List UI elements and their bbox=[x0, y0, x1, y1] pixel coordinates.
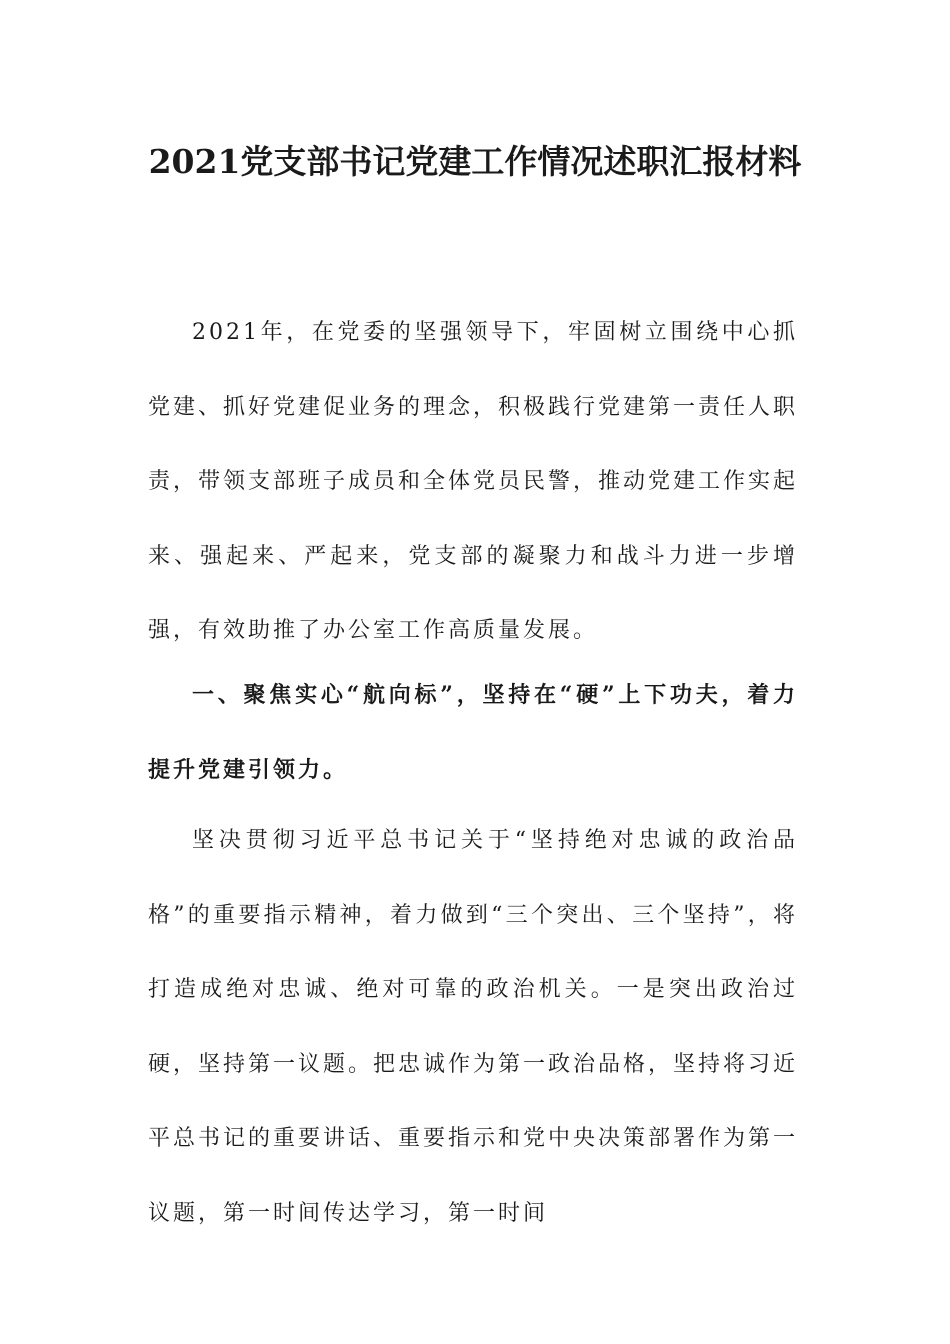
section-heading-one: 一、聚焦实心“航向标”，坚持在“硬”上下功夫，着力提升党建引领力。 bbox=[148, 682, 798, 783]
intro-paragraph: 2021年，在党委的坚强领导下，牢固树立围绕中心抓党建、抓好党建促业务的理念，积极践行党建第一责任人职责，带领支部班子成员和全体党员民警，推动党建工作实起来、强起来、严起来，党支部的凝聚力和战斗力进一步增强，有效助推了办公室工作高质量发展。 bbox=[148, 320, 799, 643]
section-one-paragraph: 坚决贯彻习近平总书记关于“坚持绝对忠诚的政治品格”的重要指示精神，着力做到“三个突出、三个坚持”，将打造成绝对忠诚、绝对可靠的政治机关。一是突出政治过硬，坚持第一议题。把忠诚作为第一政治品格，坚持将习近平总书记的重要讲话、重要指示和党中央决策部署作为第一议题，第一时间传达学习，第一时间 bbox=[148, 828, 799, 1226]
document-title: 2021党支部书记党建工作情况述职汇报材料 bbox=[148, 142, 802, 181]
